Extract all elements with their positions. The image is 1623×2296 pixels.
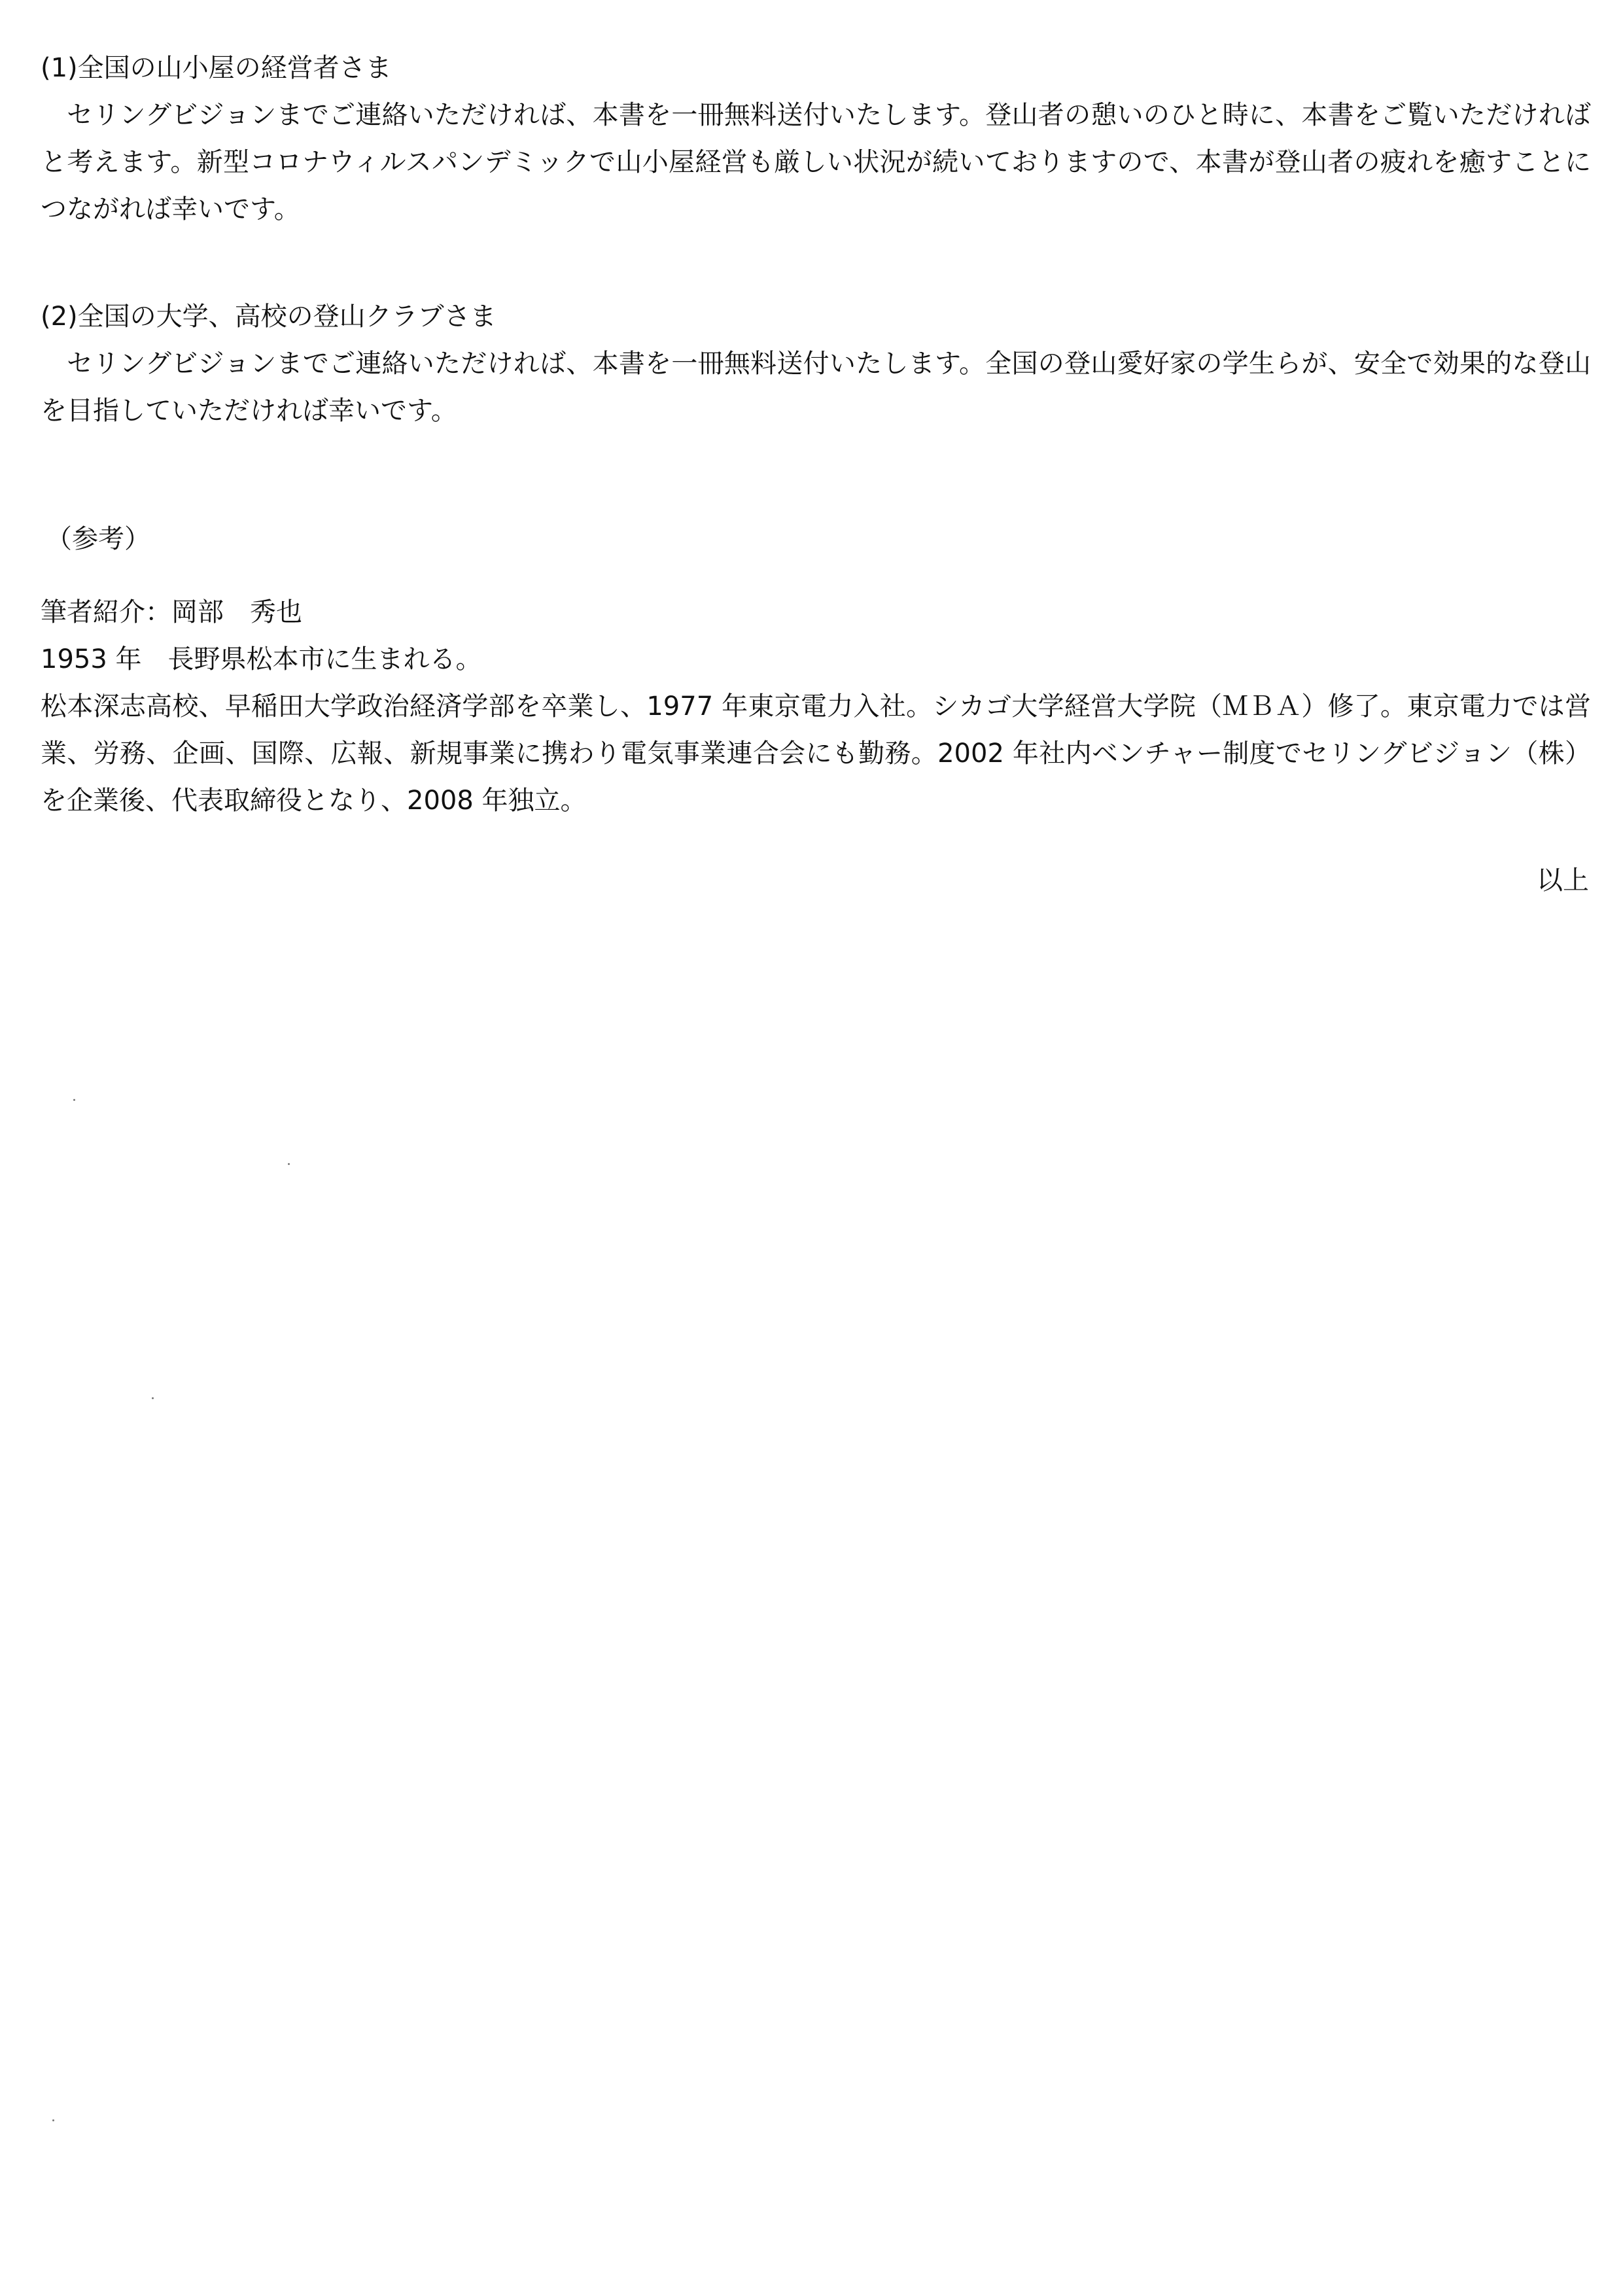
reference-label: （参考） <box>46 524 150 554</box>
section-2-heading: (2)全国の大学、高校の登山クラブさま <box>41 302 497 332</box>
section-1-heading: (1)全国の山小屋の経営者さま <box>41 53 392 83</box>
closing-mark: 以上 <box>1537 865 1589 896</box>
section-2-body: セリングビジョンまでご連絡いただければ、本書を一冊無料送付いたします。全国の登山愛好家の学生らが、安全で効果的な登山を目指していただければ幸いです。 <box>41 349 1591 426</box>
author-intro: 筆者紹介：岡部 秀也 <box>41 597 302 627</box>
section-1-body: セリングビジョンまでご連絡いただければ、本書を一冊無料送付いたします。登山者の憩いのひと時に、本書をご覧いただければと考えます。新型コロナウィルスパンデミックで山小屋経営も厳しい状況が続いておりますので、本書が登山者の疲れを癒すことにつながれば幸いです。 <box>41 100 1591 224</box>
scan-speck <box>152 1397 154 1399</box>
scan-speck <box>288 1163 290 1165</box>
scan-speck <box>73 1099 75 1101</box>
scan-speck <box>52 2119 54 2121</box>
author-career: 松本深志高校、早稲田大学政治経済学部を卒業し、1977 年東京電力入社。シカゴ大学経営大学院（ＭＢＡ）修了。東京電力では営業、労務、企画、国際、広報、新規事業に携わり電気事業連合会にも勤務。2002 年社内ベンチャー制度でセリングビジョン（株）を企業後、代表取締役となり、2008 年独立。 <box>41 691 1591 816</box>
author-birth: 1953 年 長野県松本市に生まれる。 <box>41 644 482 674</box>
